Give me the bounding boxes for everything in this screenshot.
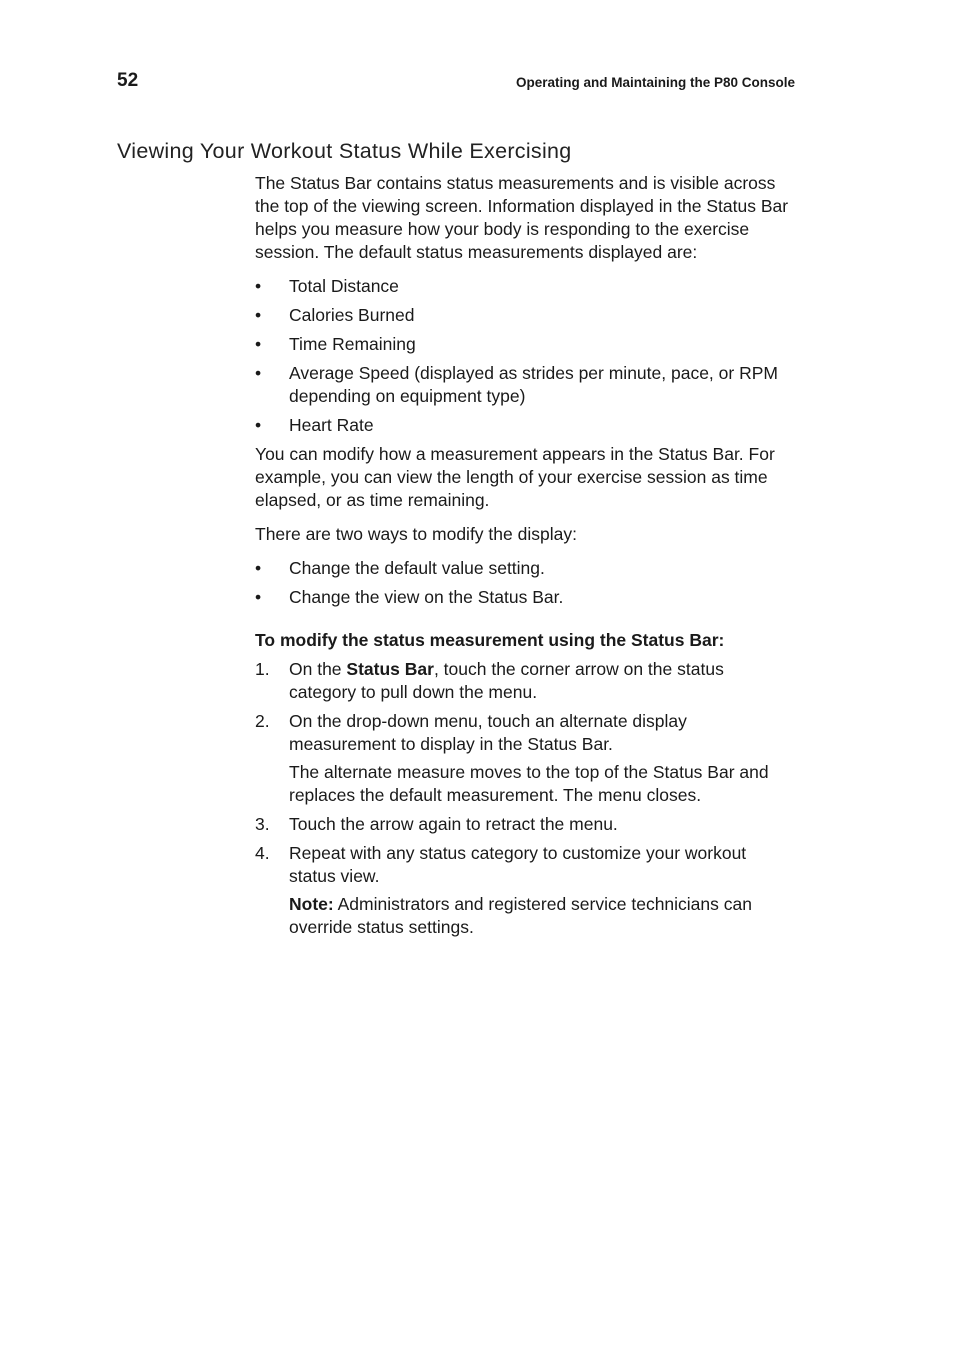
procedure-heading: To modify the status measurement using the Status Bar: (255, 630, 725, 650)
list-item-text: Time Remaining (289, 334, 416, 354)
section-body (255, 172, 795, 945)
list-item-text: Change the view on the Status Bar. (289, 587, 564, 607)
list-item (255, 275, 795, 298)
note-text: Administrators and registered service technicians can override status settings. (289, 894, 752, 937)
ways-intro: There are two ways to modify the display: (255, 524, 577, 544)
step-text: On the drop-down menu, touch an alternate display measurement to display in the Status Bar. (289, 711, 687, 754)
list-item-text: Average Speed (displayed as strides per minute, pace, or RPM depending on equipment type) (289, 363, 778, 406)
bullet-icon: • (255, 305, 262, 325)
step-number: 1. (255, 659, 270, 679)
step-3 (255, 813, 795, 836)
bullet-icon: • (255, 587, 262, 607)
step-result: The alternate measure moves to the top of the Status Bar and replaces the default measurement. The menu closes. (289, 762, 769, 805)
list-item-text: Heart Rate (289, 415, 374, 435)
section-title: Viewing Your Workout Status While Exercising (117, 139, 572, 163)
step-text-post: , touch the corner arrow on the status category to pull down the menu. (289, 659, 724, 702)
default-measurements-list (255, 275, 795, 437)
bullet-icon: • (255, 363, 262, 383)
list-item-text: Calories Burned (289, 305, 415, 325)
list-item (255, 362, 795, 408)
step-number: 2. (255, 711, 270, 731)
running-header: Operating and Maintaining the P80 Console (515, 75, 795, 90)
bullet-icon: • (255, 276, 262, 296)
note (289, 893, 795, 939)
step-2 (255, 710, 795, 807)
list-item (255, 586, 795, 609)
step-number: 3. (255, 814, 270, 834)
step-number: 4. (255, 843, 270, 863)
list-item (255, 304, 795, 327)
page-number: 52 (117, 70, 139, 91)
status-bar-term: Status Bar (346, 659, 434, 679)
intro-paragraph: The Status Bar contains status measurements and is visible across the top of the viewing screen. Information displayed in the Status Bar helps you measure how your body is responding to the exercise session. The default status measurements displayed are: (255, 173, 789, 262)
step-1 (255, 658, 795, 704)
list-item (255, 333, 795, 356)
step-text-pre: On the (289, 659, 347, 679)
procedure-steps (255, 658, 795, 939)
ways-list (255, 557, 795, 609)
list-item (255, 557, 795, 580)
bullet-icon: • (255, 334, 262, 354)
step-text: Touch the arrow again to retract the menu. (289, 814, 618, 834)
note-label: Note: (289, 894, 334, 914)
bullet-icon: • (255, 415, 262, 435)
modify-paragraph: You can modify how a measurement appears in the Status Bar. For example, you can view the length of your exercise session as time elapsed, or as time remaining. (255, 444, 775, 510)
list-item (255, 414, 795, 437)
step-text: Repeat with any status category to customize your workout status view. (289, 843, 747, 886)
bullet-icon: • (255, 558, 262, 578)
list-item-text: Total Distance (289, 276, 399, 296)
step-4 (255, 842, 795, 939)
list-item-text: Change the default value setting. (289, 558, 545, 578)
